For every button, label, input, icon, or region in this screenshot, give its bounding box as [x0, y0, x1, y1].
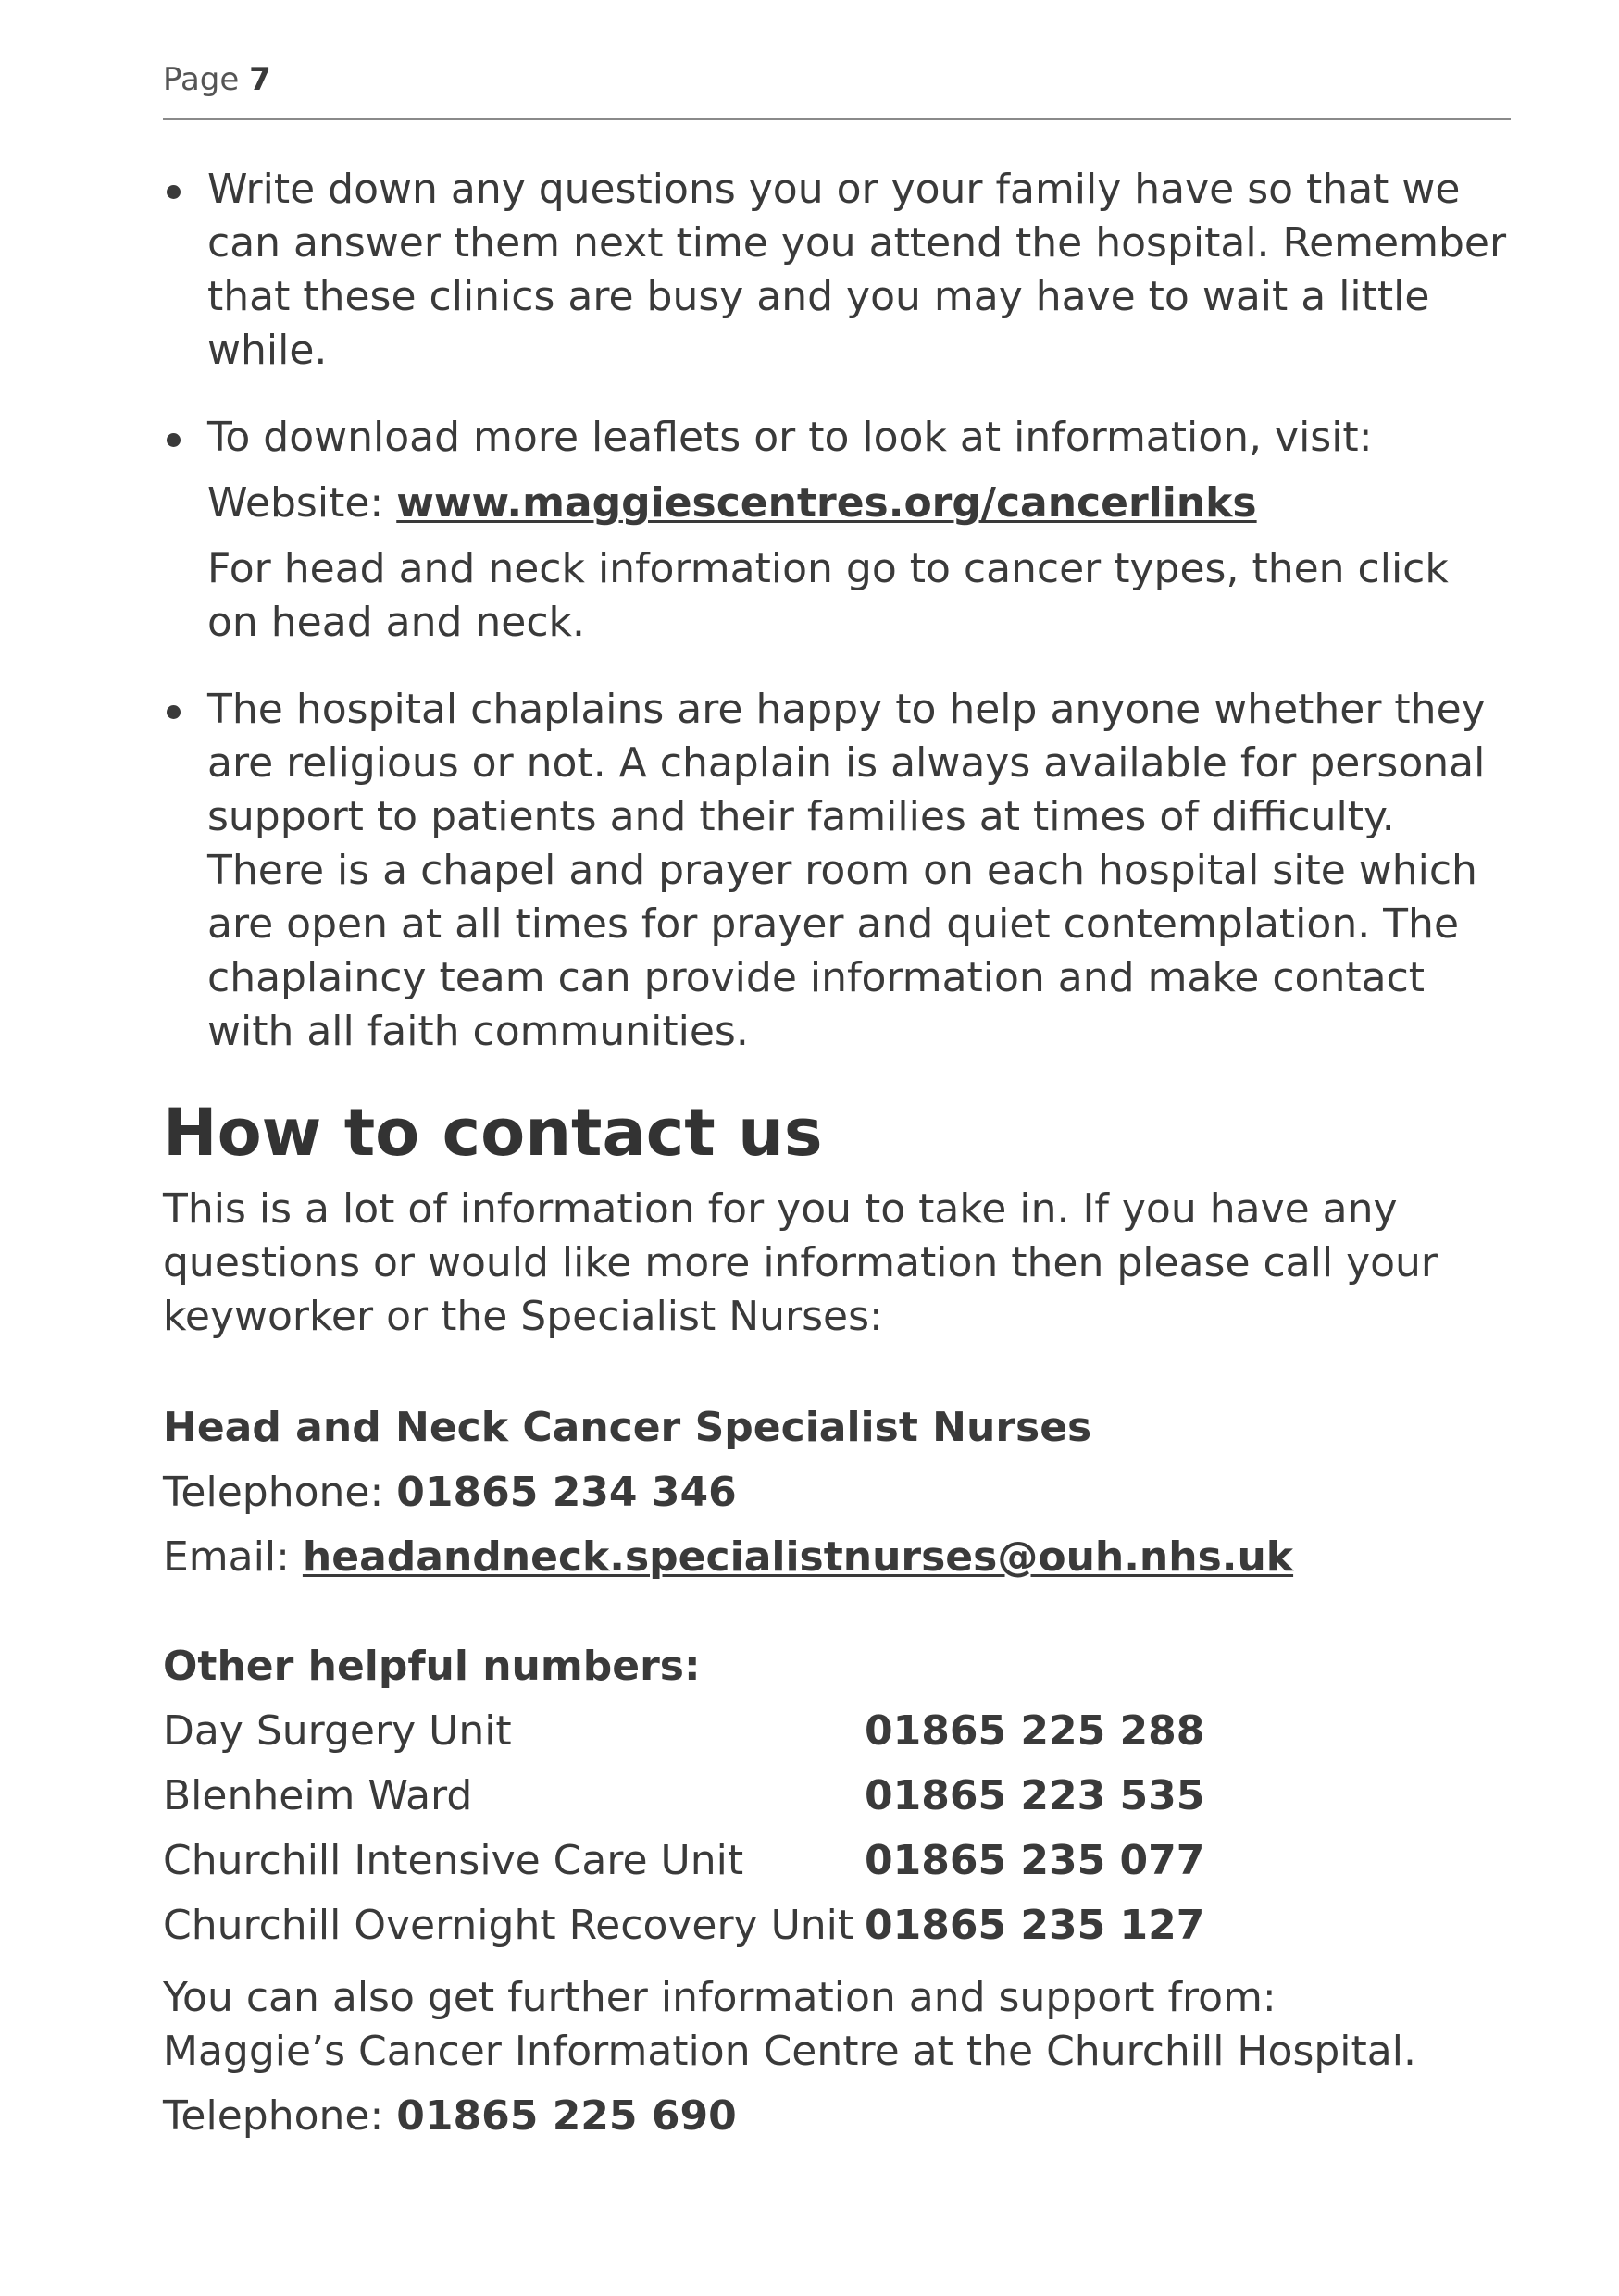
- nurses-phone: 01865 234 346: [396, 1469, 737, 1516]
- unit-name: Day Surgery Unit: [163, 1707, 512, 1755]
- list-item-questions: [163, 163, 1511, 378]
- chaplains-text: The hospital chaplains are happy to help anyone whether they are religious or not. A chaplain is always available for personal support to patients and their families at times of difficulty. There is a chapel and prayer room on each hospital site which are open at all times for prayer and quiet contemplation. The chaplaincy team can provide information and make contact with all faith communities.: [207, 686, 1486, 1055]
- further-line-2: Maggie’s Cancer Information Centre at the Churchill Hospital.: [163, 2028, 1416, 2075]
- table-row: [163, 1705, 1511, 1758]
- page: [163, 57, 1511, 2143]
- unit-phone: 01865 235 127: [865, 1902, 1205, 1949]
- unit-name: Churchill Intensive Care Unit: [163, 1837, 744, 1884]
- bullet-icon: [167, 433, 181, 447]
- website-line: [207, 477, 1511, 530]
- website-link[interactable]: www.maggiescentres.org/cancerlinks: [396, 479, 1257, 527]
- nurses-telephone-line: [163, 1466, 1511, 1520]
- nurses-email-link[interactable]: headandneck.specialistnurses@ouh.nhs.uk: [302, 1533, 1294, 1581]
- further-info-text: [163, 1971, 1511, 2079]
- head-neck-info: For head and neck information go to cancer types, then click on head and neck.: [207, 545, 1449, 646]
- page-label: Page: [163, 61, 240, 98]
- bullet-icon: [167, 185, 181, 199]
- email-label: Email:: [163, 1533, 290, 1581]
- page-number: 7: [249, 61, 271, 98]
- list-item-chaplains: [163, 683, 1511, 1059]
- unit-phone: 01865 223 535: [865, 1772, 1205, 1819]
- maggies-phone: 01865 225 690: [396, 2092, 737, 2140]
- other-numbers-heading: Other helpful numbers:: [163, 1643, 701, 1690]
- website-label: Website:: [207, 479, 384, 527]
- contact-intro: This is a lot of information for you to take in. If you have any questions or would like more information then please call your keyworker or the Specialist Nurses:: [163, 1185, 1438, 1340]
- tips-list: [163, 163, 1511, 1059]
- bullet-icon: [167, 705, 181, 719]
- unit-name: Churchill Overnight Recovery Unit: [163, 1902, 854, 1949]
- unit-name: Blenheim Ward: [163, 1772, 473, 1819]
- list-item-download: [163, 411, 1511, 650]
- table-row: [163, 1899, 1511, 1953]
- spacer: [163, 1584, 1511, 1640]
- numbers-table: [163, 1705, 1511, 1953]
- table-row: [163, 1834, 1511, 1888]
- further-line-1: You can also get further information and support from:: [163, 1974, 1277, 2021]
- unit-phone: 01865 235 077: [865, 1837, 1205, 1884]
- questions-text: Write down any questions you or your family have so that we can answer them next time you attend the hospital. Remember that these clinics are busy and you may have to wait a little while.: [207, 166, 1507, 374]
- contact-heading: How to contact us: [163, 1095, 823, 1171]
- nurses-heading: Head and Neck Cancer Specialist Nurses: [163, 1404, 1092, 1451]
- table-row: [163, 1769, 1511, 1823]
- maggies-telephone-line: [163, 2090, 1511, 2143]
- nurses-email-line: [163, 1531, 1511, 1584]
- telephone-label: Telephone:: [163, 2092, 384, 2140]
- header-divider: [163, 118, 1511, 120]
- unit-phone: 01865 225 288: [865, 1707, 1205, 1755]
- page-header: [163, 57, 1511, 113]
- download-intro: To download more leaflets or to look at information, visit:: [207, 414, 1373, 461]
- telephone-label: Telephone:: [163, 1469, 384, 1516]
